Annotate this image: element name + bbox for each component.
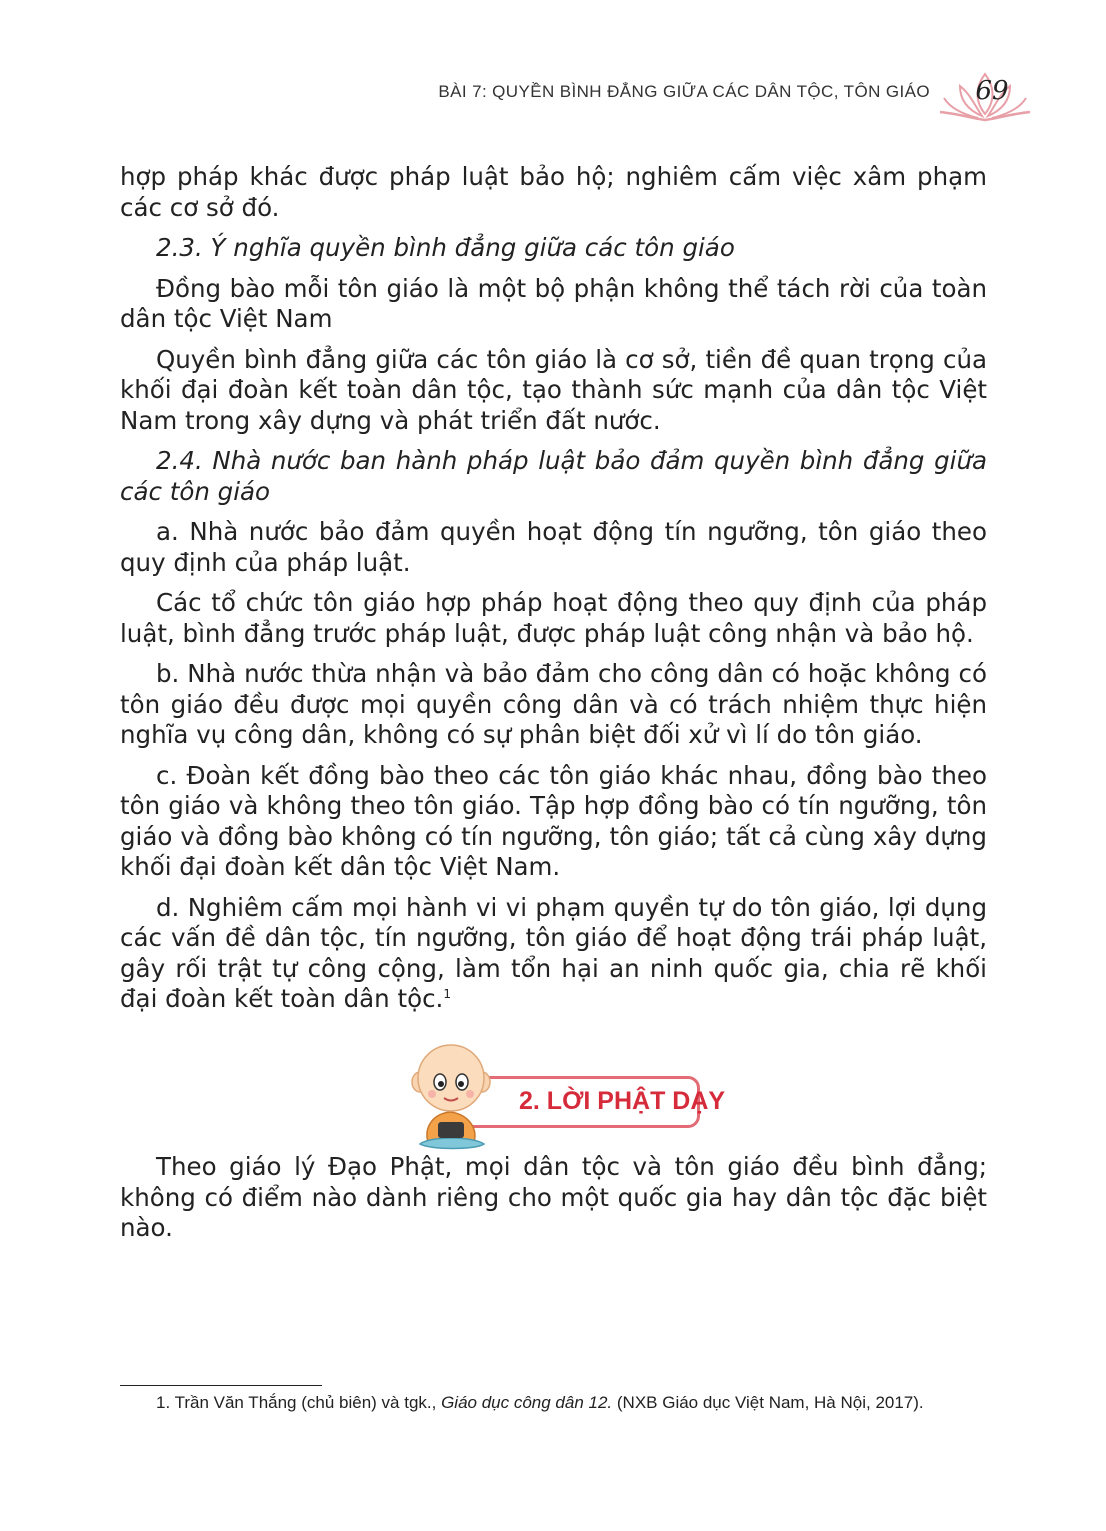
footnote-divider [120, 1385, 322, 1386]
paragraph-item-b: b. Nhà nước thừa nhận và bảo đảm cho công dân có hoặc không có tôn giáo đều được mọi quyền công dân và có trách nhiệm thực hiện nghĩa vụ công dân, không có sự phân biệt đối xử vì lí do tôn giáo. [120, 659, 987, 749]
paragraph: Các tổ chức tôn giáo hợp pháp hoạt động theo quy định của pháp luật, bình đẳng trước pháp luật, được pháp luật công nhận và bảo hộ. [120, 588, 987, 648]
paragraph-continued: hợp pháp khác được pháp luật bảo hộ; nghiêm cấm việc xâm phạm các cơ sở đó. [120, 162, 987, 222]
main-text [120, 162, 987, 1025]
monk-mascot-icon [410, 1038, 496, 1150]
section-title: 2. LỜI PHẬT DẠY [519, 1087, 726, 1115]
paragraph-item-a: a. Nhà nước bảo đảm quyền hoạt động tín ngưỡng, tôn giáo theo quy định của pháp luật. [120, 517, 987, 577]
footnote [120, 1392, 987, 1413]
footnote-prefix: 1. Trần Văn Thắng (chủ biên) và tgk., [156, 1393, 442, 1412]
subheading-2-4: 2.4. Nhà nước ban hành pháp luật bảo đảm quyền bình đẳng giữa các tôn giáo [120, 446, 987, 506]
paragraph-item-d-text: d. Nghiêm cấm mọi hành vi vi phạm quyền tự do tôn giáo, lợi dụng các vấn đề dân tộc, tín ngưỡng, tôn giáo để hoạt động trái pháp luật, gây rối trật tự công cộng, làm tổn hại an ninh quốc gia, chia rẽ khối đại đoàn kết toàn dân tộc. [120, 892, 987, 1013]
paragraph-item-c: c. Đoàn kết đồng bào theo các tôn giáo khác nhau, đồng bào theo tôn giáo và không theo tôn giáo. Tập hợp đồng bào có tín ngưỡng, tôn giáo và đồng bào không có tín ngưỡng, tôn giáo; tất cả cùng xây dựng khối đại đoàn kết dân tộc Việt Nam. [120, 760, 987, 881]
page-number: 69 [975, 76, 1009, 106]
footnote-book-title: Giáo dục công dân 12. [441, 1393, 613, 1412]
section-heading-badge [410, 1038, 726, 1150]
footnote-reference[interactable]: 1 [443, 986, 451, 1001]
chapter-title: BÀI 7: QUYỀN BÌNH ĐẲNG GIỮA CÁC DÂN TỘC, TÔN GIÁO [438, 82, 930, 101]
footnote-suffix: (NXB Giáo dục Việt Nam, Hà Nội, 2017). [612, 1393, 924, 1412]
paragraph: Đồng bào mỗi tôn giáo là một bộ phận không thể tách rời của toàn dân tộc Việt Nam [120, 273, 987, 333]
paragraph: Quyền bình đẳng giữa các tôn giáo là cơ sở, tiền đề quan trọng của khối đại đoàn kết toàn dân tộc, tạo thành sức mạnh của dân tộc Việt Nam trong xây dựng và phát triển đất nước. [120, 344, 987, 435]
paragraph: Theo giáo lý Đạo Phật, mọi dân tộc và tôn giáo đều bình đẳng; không có điểm nào dành riêng cho một quốc gia hay dân tộc đặc biệt nào. [120, 1152, 987, 1242]
page-header [0, 68, 1106, 128]
section-text [120, 1152, 987, 1244]
subheading-2-3: 2.3. Ý nghĩa quyền bình đẳng giữa các tôn giáo [156, 233, 735, 262]
paragraph-item-d [120, 893, 987, 1015]
